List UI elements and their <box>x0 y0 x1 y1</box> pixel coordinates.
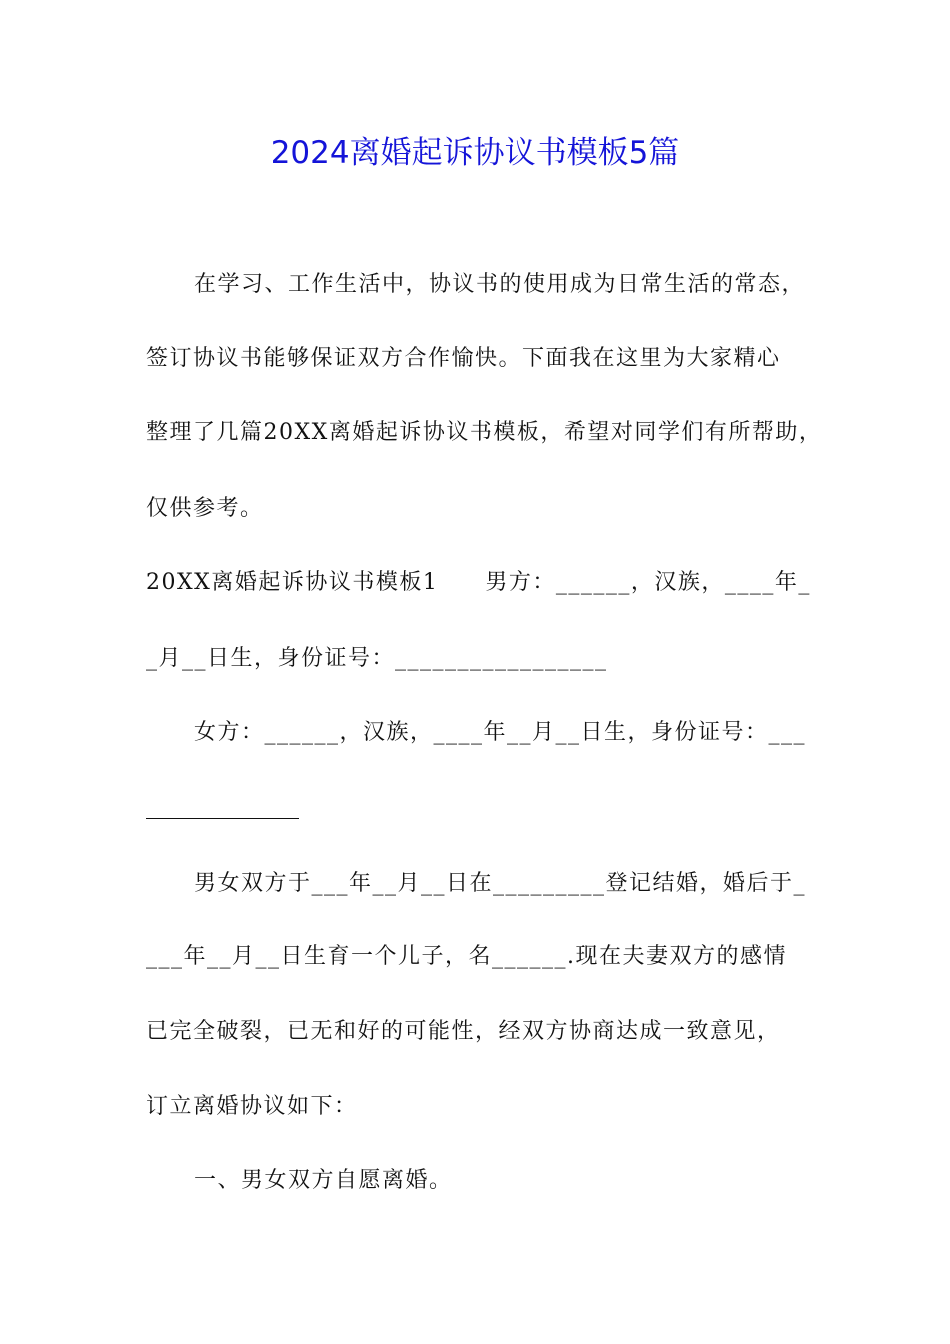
marriage-paragraph-line-4: 订立离婚协议如下： <box>146 1094 358 1119</box>
blank-underline <box>146 818 299 819</box>
clause-one: 一、男女双方自愿离婚。 <box>194 1168 453 1193</box>
paragraph-intro-line-1: 在学习、工作生活中，协议书的使用成为日常生活的常态， <box>194 272 806 297</box>
marriage-paragraph-line-2: ___年__月__日生育一个儿子，名______.现在夫妻双方的感情 <box>146 944 787 969</box>
paragraph-intro-line-3: 整理了几篇20XX离婚起诉协议书模板，希望对同学们有所帮助， <box>146 420 823 445</box>
paragraph-intro-line-4: 仅供参考。 <box>146 496 264 521</box>
marriage-paragraph-line-1: 男女双方于___年__月__日在_________登记结婚，婚后于_ <box>194 871 807 896</box>
marriage-paragraph-line-3: 已完全破裂，已无和好的可能性，经双方协商达成一致意见， <box>146 1019 781 1044</box>
wife-info-line: 女方：______，汉族，____年__月__日生，身份证号：___ <box>194 720 807 745</box>
husband-info-line: _月__日生，身份证号：_________________ <box>146 646 608 671</box>
template-heading-line: 20XX离婚起诉协议书模板1 男方：______，汉族，____年_ <box>146 570 811 595</box>
paragraph-intro-line-2: 签订协议书能够保证双方合作愉快。下面我在这里为大家精心 <box>146 346 781 371</box>
document-title: 2024离婚起诉协议书模板5篇 <box>270 135 680 171</box>
